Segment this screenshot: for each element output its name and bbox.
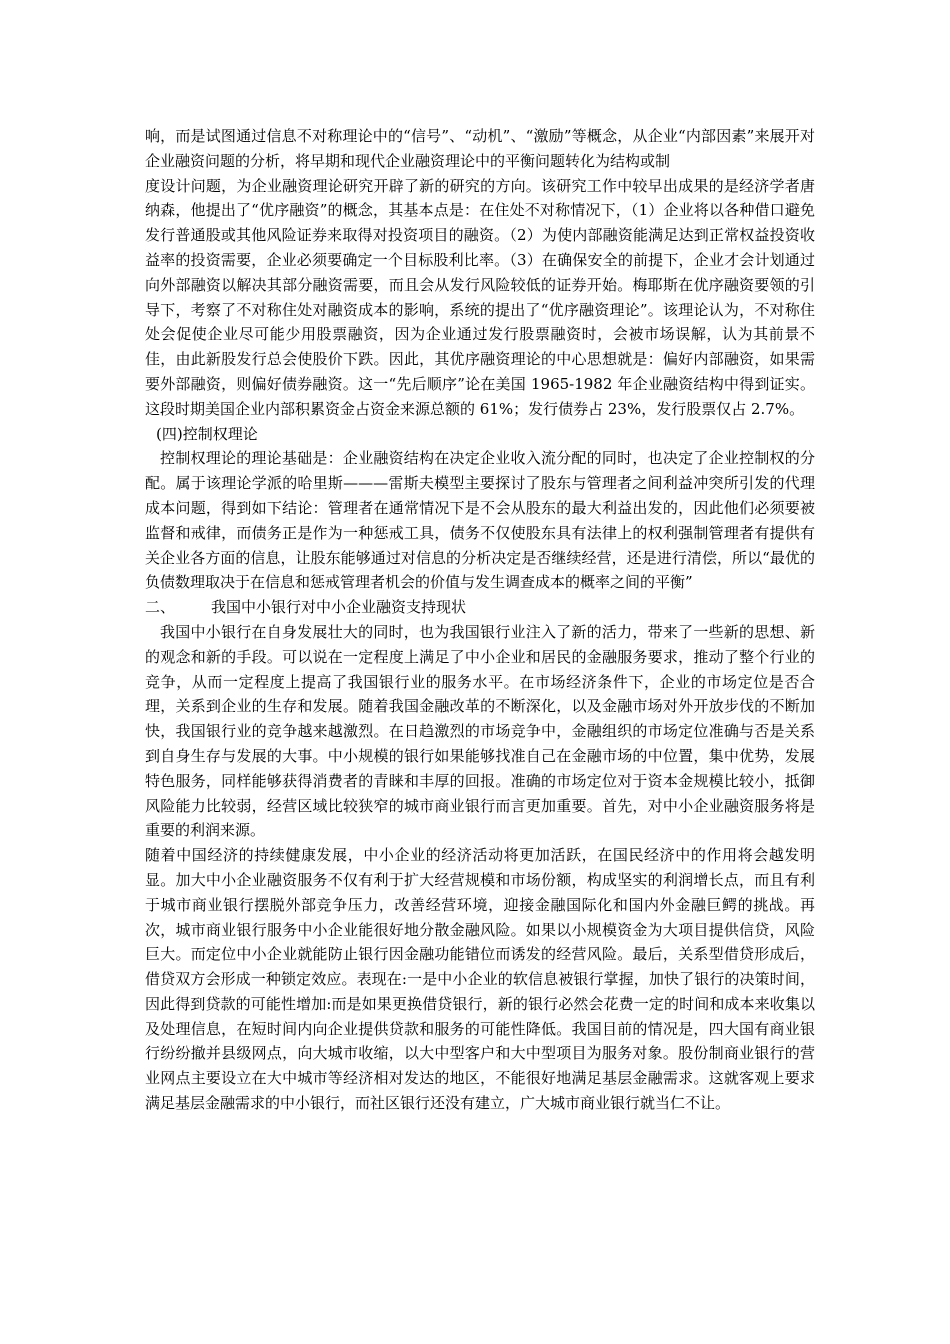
section-heading-small-banks <box>145 595 815 620</box>
paragraph-small-banks-positioning: 我国中小银行在自身发展壮大的同时，也为我国银行业注入了新的活力，带来了一些新的思想、新的观念和新的手段。可以说在一定程度上满足了中小企业和居民的金融服务要求，推动了整个行业的竞争，从而一定程度上提高了我国银行业的服务水平。在市场经济条件下，企业的市场定位是否合理，关系到企业的生存和发展。随着我国金融改革的不断深化，以及金融市场对外开放步伐的不断加快，我国银行业的竞争越来越激烈。在日趋激烈的市场竞争中，金融组织的市场定位准确与否是关系到自身生存与发展的大事。中小规模的银行如果能够找准自己在金融市场的中位置，集中优势，发展特色服务，同样能够获得消费者的青睐和丰厚的回报。准确的市场定位对于资本金规模比较小，抵御风险能力比较弱，经营区域比较狭窄的城市商业银行而言更加重要。首先，对中小企业融资服务将是重要的利润来源。 <box>145 622 815 840</box>
paragraph-control-theory: 控制权理论的理论基础是：企业融资结构在决定企业收入流分配的同时，也决定了企业控制权的分配。属于该理论学派的哈里斯———雷斯夫模型主要探讨了股东与管理者之间利益冲突所引发的代理成本问题，得到如下结论：管理者在通常情况下是不会从股东的最大利益出发的，因此他们必须要被监督和戒律，而债务正是作为一种惩戒工具，债务不仅使股东具有法律上的权利强制管理者有提供有关企业各方面的信息，让股东能够通过对信息的分析决定是否继续经营，还是进行清偿，所以“最优的负债数理取决于在信息和惩戒管理者机会的价值与发生调查成本的概率之间的平衡” <box>145 449 815 592</box>
document-body <box>145 124 815 1116</box>
paragraph-sme-financing-benefits: 随着中国经济的持续健康发展，中小企业的经济活动将更加活跃，在国民经济中的作用将会越发明显。加大中小企业融资服务不仅有利于扩大经营规模和市场份额，构成坚实的利润增长点，而且有利于城市商业银行摆脱外部竞争压力，改善经营环境，迎接金融国际化和国内外金融巨鳄的挑战。再次，城市商业银行服务中小企业能很好地分散金融风险。如果以小规模资金为大项目提供信贷，风险巨大。而定位中小企业就能防止银行因金融功能错位而诱发的经营风险。最后，关系型借贷形成后，借贷双方会形成一种锁定效应。表现在:一是中小企业的软信息被银行掌握，加快了银行的决策时间，因此得到贷款的可能性增加:而是如果更换借贷银行，新的银行必然会花费一定的时间和成本来收集以及处理信息，在短时间内向企业提供贷款和服务的可能性降低。我国目前的情况是，四大国有商业银行纷纷撤并县级网点，向大城市收缩，以大中型客户和大中型项目为服务对象。股份制商业银行的营业网点主要设立在大中城市等经济相对发达的地区，不能很好地满足基层金融需求。这就客观上要求满足基层金融需求的中小银行，而社区银行还没有建立，广大城市商业银行就当仁不让。 <box>145 846 815 1113</box>
section-number: 二、 <box>145 598 176 617</box>
section-heading-control-theory: (四)控制权理论 <box>156 424 258 443</box>
section-title: 我国中小银行对中小企业融资支持现状 <box>211 598 467 617</box>
paragraph-pecking-order-theory: 度设计问题，为企业融资理论研究开辟了新的研究的方向。该研究工作中较早出成果的是经济学者唐纳森，他提出了“优序融资”的概念，其基本点是：在住处不对称情况下，（1）企业将以各种借口避免发行普通股或其他风险证券来取得对投资项目的融资。（2）为使内部融资能满足达到正常权益投资收益率的投资需要，企业必须要确定一个目标股利比率。（3）在确保安全的前提下，企业才会计划通过向外部融资以解决其部分融资需要，而且会从发行风险较低的证券开始。梅耶斯在优序融资要领的引导下，考察了不对称住处对融资成本的影响，系统的提出了“优序融资理论”。该理论认为，不对称住处会促使企业尽可能少用股票融资，因为企业通过发行股票融资时，会被市场误解，认为其前景不佳，由此新股发行总会使股价下跌。因此，其优序融资理论的中心思想就是：偏好内部融资，如果需要外部融资，则偏好债券融资。这一“先后顺序”论在美国 1965-1982 年企业融资结构中得到证实。这段时期美国企业内部积累资金占资金来源总额的 61%；发行债券占 23%，发行股票仅占 2.7%。 <box>145 176 815 418</box>
paragraph-info-asymmetry-intro: 响，而是试图通过信息不对称理论中的“信号”、“动机”、“激励”等概念，从企业“内部因素”来展开对企业融资问题的分析，将早期和现代企业融资理论中的平衡问题转化为结构或制 <box>145 127 815 170</box>
